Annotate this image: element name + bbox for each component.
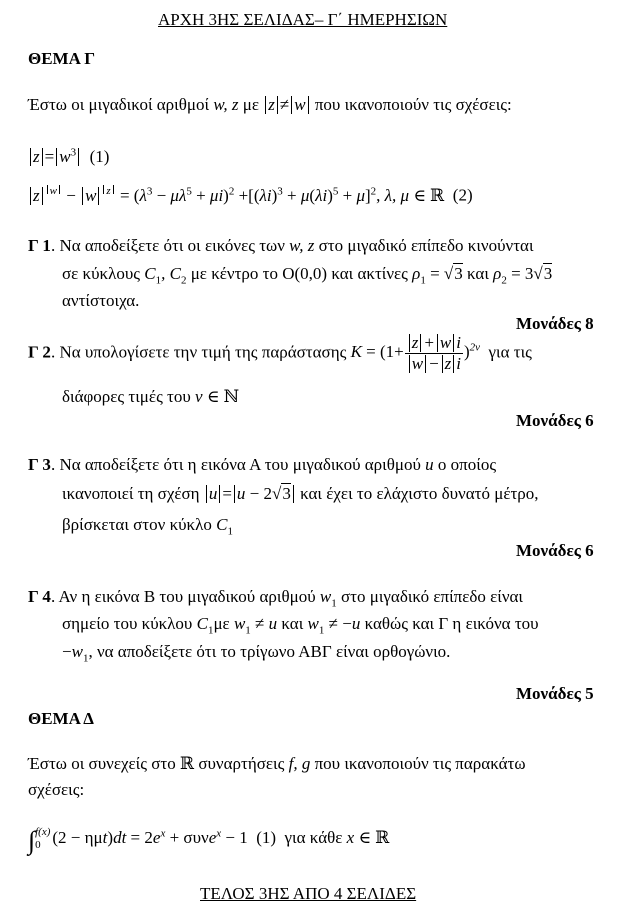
g2-marks: Μονάδες 6	[516, 411, 594, 430]
g2-line1: Γ 2. Να υπολογίσετε την τιμή της παράστασης K = (1+ $\frac{\text{z + w i}}{\text{w − z i}}$ )$^{2\nu}$ για τις	[28, 333, 532, 373]
equation-1: $z = w^3$ (1)	[28, 147, 109, 167]
g3-line1: Γ 3. Να αποδείξετε ότι η εικόνα Α του μιγαδικού αριθμού u ο οποίος	[28, 455, 497, 474]
page-footer: ΤΕΛΟΣ 3ΗΣ ΑΠΟ 4 ΣΕΛΙΔΕΣ	[200, 884, 417, 903]
theme-g-title: ΘΕΜΑ Γ	[28, 49, 96, 68]
g3-line3: βρίσκεται στον κύκλο $C_1$	[62, 515, 233, 538]
g1-line2: σε κύκλους $C_1$, $C_2$ με κέντρο το Ο(0,0) και ακτίνες $\rho_1 = √3$ και $\rho_2 = 3√3$	[62, 264, 553, 287]
g4-line3: $-w_1$, να αποδείξετε ότι το τρίγωνο ΑΒΓ είναι ορθογώνιο.	[62, 642, 451, 665]
theme-d-intro-line2: σχέσεις:	[28, 780, 85, 799]
g4-line2: σημείο του κύκλου $C_1\mu\varepsilon$ $w_1 \ne u$ και $w_1 \ne -u$ καθώς και Γ η εικόνα του	[62, 614, 539, 637]
g4-line1: Γ 4. Αν η εικόνα Β του μιγαδικού αριθμού $w_1$ στο μιγαδικό επίπεδο είναι	[28, 587, 524, 610]
page-header: ΑΡΧΗ 3ΗΣ ΣΕΛΙΔΑΣ– Γ΄ ΗΜΕΡΗΣΙΩΝ	[158, 10, 448, 29]
math-z-neq-w: z ≠ w	[263, 95, 310, 114]
g4-marks: Μονάδες 5	[516, 684, 594, 703]
equation-2: z $^w$ − w $^z = (\lambda^3 - \mu\lambda^5 + \mu i)^2 +[(\lambda i)^3 + \mu(\lambda i)^5 + \mu]^2$, λ, μ ∈ ℝ (2)	[28, 185, 473, 206]
g3-line2: ικανοποιεί τη σχέση u = u − 2√3 και έχει το ελάχιστο δυνατό μέτρο,	[62, 484, 539, 503]
theme-d-equation-1: ∫ f(x) 0 $(2 - \eta\mu t)dt = 2e^x + \sigma\upsilon\nu e^x - 1$ (1) για κάθε x ∈ ℝ	[28, 826, 390, 855]
math-w-z: w, z	[213, 95, 239, 114]
theme-g-intro: Έστω οι μιγαδικοί αριθμοί w, z με z ≠ w που ικανοποιούν τις σχέσεις:	[28, 95, 512, 114]
theme-d-title: ΘΕΜΑ Δ	[28, 709, 94, 728]
g1-marks: Μονάδες 8	[516, 314, 594, 333]
g3-marks: Μονάδες 6	[516, 541, 594, 560]
g1-line1: Γ 1. Να αποδείξετε ότι οι εικόνες των w, z στο μιγαδικό επίπεδο κινούνται	[28, 236, 534, 255]
theme-d-intro-line1: Έστω οι συνεχείς στο ℝ συναρτήσεις f, g που ικανοποιούν τις παρακάτω	[28, 754, 526, 773]
g2-line2: διάφορες τιμές του ν ∈ ℕ	[62, 387, 240, 406]
g1-line3: αντίστοιχα.	[62, 291, 140, 310]
